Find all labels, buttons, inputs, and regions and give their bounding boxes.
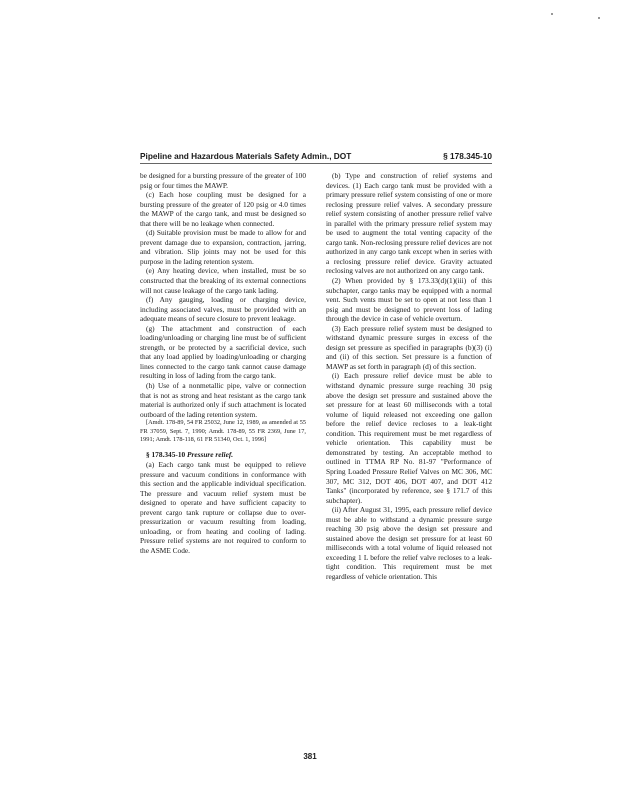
paragraph: (ii) After August 31, 1995, each pressure relief device must be able to withstand a dynamic pressure surge reaching 30 psig above the design set pressure and sustained above the design set pressure for at least 60 milliseconds with a total volume of liquid released not exceeding 1 L before the relief valve recloses to a leak-tight condition. This requirement must be met regardless of vehicle orientation. This [326, 505, 492, 581]
paragraph: (a) Each cargo tank must be equipped to relieve pressure and vacuum conditions in conformance with this section and the applicable individual specification. The pressure and vacuum relief system must be designed to operate and have sufficient capacity to prevent cargo tank rupture or collapse due to over-pressurization or vacuum resulting from loading, unloading, or from heating and cooling of lading. Pressure relief systems are not required to conform to the ASME Code. [140, 459, 306, 555]
running-header [140, 151, 492, 164]
amendment-citation: [Amdt. 178-89, 54 FR 25032, June 12, 1989, as amended at 55 FR 37059, Sept. 7, 1990; Amdt. 178-89, 55 FR 2369, June 17, 1991; Amdt. 178-118, 61 FR 51340, Oct. 1, 1996] [140, 419, 306, 444]
paragraph: (d) Suitable provision must be made to allow for and prevent damage due to expansion, contraction, jarring, and vibration. Slip joints may not be used for this purpose in the lading retention system. [140, 228, 306, 266]
right-column [326, 171, 492, 582]
paragraph: (g) The attachment and construction of each loading/unloading or charging line must be of sufficient strength, or be protected by a sacrificial device, such that any load applied by loading/unloading or charging lines connected to the cargo tank cannot cause damage resulting in loss of lading from the cargo tank. [140, 323, 306, 381]
paragraph: (f) Any gauging, loading or charging device, including associated valves, must be provided with an adequate means of secure closure to prevent leakage. [140, 295, 306, 324]
paragraph: be designed for a bursting pressure of the greater of 100 psig or four times the MAWP. [140, 171, 306, 190]
page-number: 381 [303, 752, 317, 761]
paragraph: (3) Each pressure relief system must be designed to withstand dynamic pressure surges in excess of the design set pressure as specified in paragraphs (b)(3) (i) and (ii) of this section. Set pressure is a function of MAWP as set forth in paragraph (d) of this section. [326, 323, 492, 371]
paragraph: (b) Type and construction of relief systems and devices. (1) Each cargo tank must be provided with a primary pressure relief system consisting of one or more reclosing pressure relief valves. A secondary pressure relief system consisting of another pressure relief valve in parallel with the primary pressure relief system may be used to augment the total venting capacity of the cargo tank. Non-reclosing pressure relief devices are not authorized in any cargo tank except when in series with a reclosing pressure relief device. Gravity actuated reclosing valves are not authorized on any cargo tank. [326, 171, 493, 276]
paragraph: (i) Each pressure relief device must be able to withstand dynamic pressure surge reaching 30 psig above the design set pressure and sustained above the set pressure for at least 60 milliseconds with a total volume of liquid released not exceeding one gallon before the relief device recloses to a leak-tight condition. This requirement must be met regardless of vehicle orientation. This capability must be demonstrated by testing. An acceptable method to outlined in TTMA RP No. 81-97 "Performance of Spring Loaded Pressure Relief Valves on MC 306, MC 307, MC 312, DOT 406, DOT 407, and DOT 412 Tanks" (incorporated by reference, see § 171.7 of this subchapter). [326, 371, 492, 505]
paragraph: (h) Use of a nonmetallic pipe, valve or connection that is not as strong and heat resistant as the cargo tank material is authorized only if such attachment is located outboard of the lading retention system. [140, 381, 306, 419]
header-agency-title: Pipeline and Hazardous Materials Safety Admin., DOT [140, 151, 352, 161]
section-title: Pressure relief. [187, 450, 234, 460]
left-column [140, 171, 306, 555]
scan-speck [551, 13, 553, 15]
header-section-number: § 178.345-10 [443, 151, 492, 161]
section-heading [140, 450, 306, 460]
paragraph: (2) When provided by § 173.33(d)(1)(iii) of this subchapter, cargo tanks may be equipped with a normal vent. Such vents must be set to open at not less than 1 psig and must be designed to prevent loss of lading through the device in case of vehicle overturn. [326, 276, 492, 324]
section-number: § 178.345-10 [146, 450, 186, 460]
scan-speck [598, 17, 600, 19]
paragraph: (c) Each hose coupling must be designed for a bursting pressure of the greater of 120 psig or 4.0 times the MAWP of the cargo tank, and must be designed so that there will be no leakage when connected. [140, 190, 306, 228]
paragraph: (e) Any heating device, when installed, must be so constructed that the breaking of its external connections will not cause leakage of the cargo tank lading. [140, 266, 306, 295]
